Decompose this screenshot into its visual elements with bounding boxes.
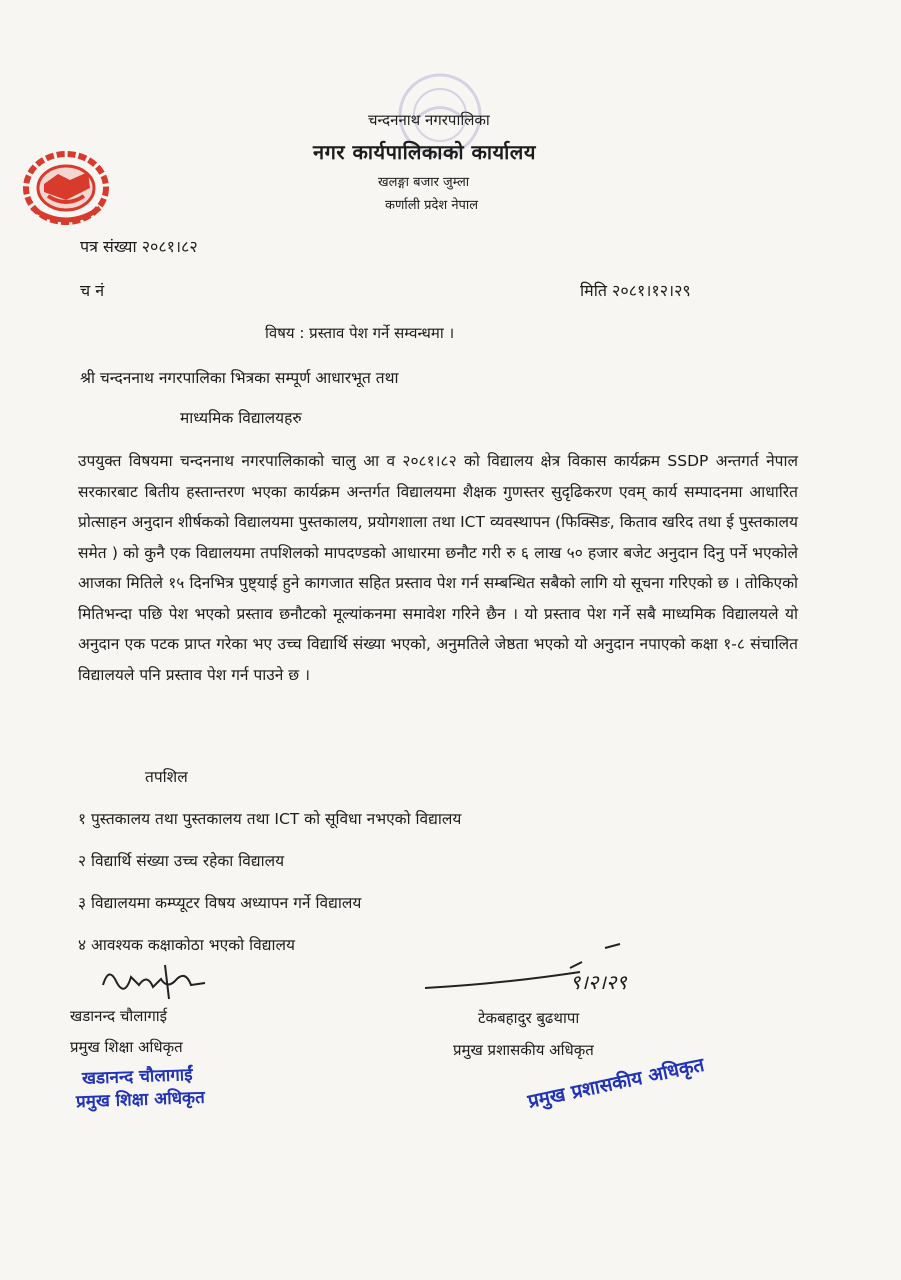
addressee-line-2: माध्यमिक विद्यालयहरु bbox=[180, 409, 302, 427]
municipality-name: चन्दननाथ नगरपालिका bbox=[368, 111, 490, 129]
right-stamp: प्रमुख प्रशासकीय अधिकृत bbox=[525, 1053, 707, 1113]
schedule-item: ३ विद्यालयमा कम्प्यूटर विषय अध्यापन गर्ने विद्यालय bbox=[78, 894, 362, 912]
left-signature bbox=[95, 955, 225, 1005]
office-name: नगर कार्यपालिकाको कार्यालय bbox=[313, 140, 536, 164]
letter-date: मिति २०८१।१२।२९ bbox=[580, 281, 691, 300]
left-signatory-title: प्रमुख शिक्षा अधिकृत bbox=[70, 1038, 183, 1056]
left-signatory-name: खडानन्द चौलागाई bbox=[70, 1007, 168, 1025]
office-address: खलङ्गा बजार जुम्ला bbox=[378, 175, 470, 190]
addressee-line-1: श्री चन्दननाथ नगरपालिका भित्रका सम्पूर्ण आधारभूत तथा bbox=[80, 369, 399, 387]
handwritten-date: ९।२।२९ bbox=[570, 970, 627, 994]
schedule-heading: तपशिल bbox=[145, 768, 188, 786]
left-stamp-line-2: प्रमुख शिक्षा अधिकृत bbox=[75, 1087, 206, 1113]
schedule-item: २ विद्यार्थि संख्या उच्च रहेका विद्यालय bbox=[78, 852, 285, 870]
right-signatory-title: प्रमुख प्रशासकीय अधिकृत bbox=[453, 1041, 594, 1059]
left-stamp-line-1: खडानन्द चौलागाईं bbox=[81, 1065, 193, 1089]
schedule-item: १ पुस्तकालय तथा पुस्तकालय तथा ICT को सूविधा नभएको विद्यालय bbox=[78, 810, 462, 828]
office-province: कर्णाली प्रदेश नेपाल bbox=[385, 198, 479, 213]
letter-number: पत्र संख्या २०८१।८२ bbox=[80, 237, 198, 256]
schedule-item: ४ आवश्यक कक्षाकोठा भएको विद्यालय bbox=[78, 936, 295, 954]
nepal-emblem-icon bbox=[18, 148, 114, 228]
right-signatory-name: टेकबहादुर बुढथापा bbox=[478, 1009, 580, 1027]
subject-line: विषय : प्रस्ताव पेश गर्ने सम्वन्धमा । bbox=[265, 324, 455, 342]
body-paragraph: उपयुक्त विषयमा चन्दननाथ नगरपालिकाको चालु आ व २०८१।८२ को विद्यालय क्षेत्र विकास कार्यक्रम SSDP अन्तगर्त नेपाल सरकारबाट बितीय हस्तान्तरण भएका कार्यक्रम अन्तर्गत विद्यालयमा शैक्षक गुणस्तर सुदृढिकरण एवम् कार्य सम्पादनमा आधारित प्रोत्साहन अनुदान शीर्षकको विद्यालयमा पुस्तकालय, प्रयोगशाला तथा ICT व्यवस्थापन (फिक्सिङ, किताव खरिद तथा ई पुस्तकालय समेत ) को कुनै एक विद्यालयमा तपशिलको मापदण्डको आधारमा छनौट गरी रु ६ लाख ५० हजार बजेट अनुदान दिनु पर्ने भएकोले आजका मितिले १५ दिनभित्र पुष्ट्याई हुने कागजात सहित प्रस्ताव पेश गर्न सम्बन्धित सबैको लागि यो सूचना गरिएको छ । तोकिएको मितिभन्दा पछि पेश भएको प्रस्ताव छनौटको मूल्यांकनमा समावेश गरिने छैन । यो प्रस्ताव पेश गर्ने सबै माध्यमिक विद्यालयले यो अनुदान एक पटक प्राप्त गरेका भए उच्च विद्यार्थि संख्या भएको, अनुमतिले जेष्ठता भएको यो अनुदान नपाएको कक्षा १-८ संचालित विद्यालयले पनि प्रस्ताव पेश गर्न पाउने छ । bbox=[78, 452, 798, 684]
dispatch-number: च नं bbox=[80, 281, 105, 300]
